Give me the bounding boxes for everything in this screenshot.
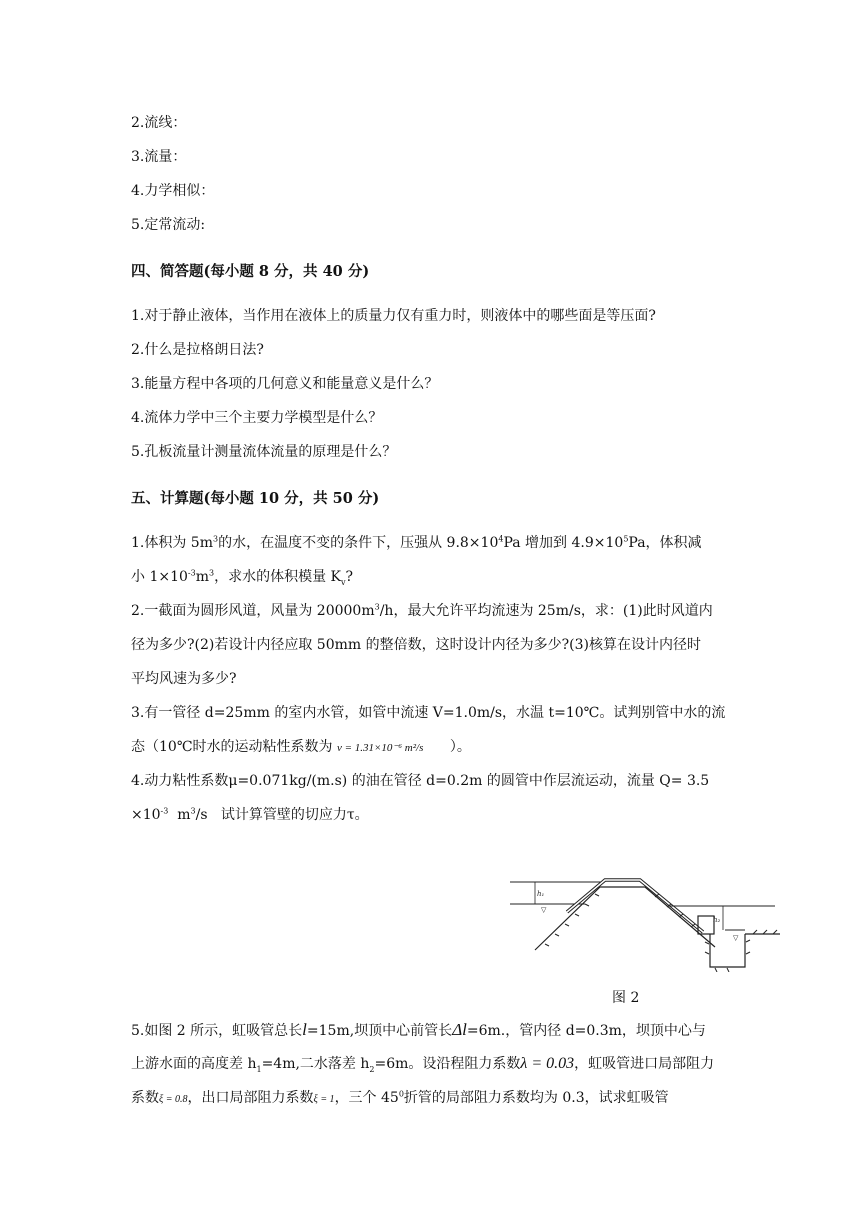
- figure-caption: 图 2: [612, 990, 640, 1006]
- section-heading: 四、简答题(每小题 8 分，共 40 分): [131, 263, 370, 280]
- question-line: 上游水面的高度差 $h_1=4m$,二水落差 $h_2=6m$。设沿程阻力系数λ = 0.03，虹吸管进口局部阻力: [131, 1055, 715, 1074]
- svg-text:▽: ▽: [733, 934, 739, 942]
- question-line: $\times 10^{-3}$ $m^3/s$ 试计算管壁的切应力τ。: [131, 806, 369, 823]
- list-item: 3.流量：: [131, 149, 187, 165]
- list-item: 2.流线：: [131, 115, 187, 131]
- question-line: 5.如图 2 所示，虹吸管总长l=15m,坝顶中心前管长Δl=6m.，管内径 d=0.3m，坝顶中心与: [131, 1020, 706, 1039]
- question-item: 4.流体力学中三个主要力学模型是什么？: [131, 410, 383, 426]
- question-item: 5.孔板流量计测量流体流量的原理是什么？: [131, 444, 397, 460]
- question-line: 径为多少?(2)若设计内径应取 50mm 的整倍数，这时设计内径为多少?(3)核算在设计内径时: [131, 637, 701, 653]
- question-item: 3.能量方程中各项的几何意义和能量意义是什么？: [131, 376, 439, 392]
- question-line: 平均风速为多少?: [131, 671, 237, 687]
- question-line: 态（10℃时水的运动粘性系数为 ν = 1.31×10⁻⁶ m²/s ）。: [131, 739, 471, 755]
- viscosity-formula: ν = 1.31×10⁻⁶ m²/s: [336, 742, 424, 754]
- question-line: 小 $1\times 10^{-3}m^3$，求水的体积模量 $K_v$?: [131, 568, 354, 587]
- question-item: 2.什么是拉格朗日法?: [131, 342, 264, 358]
- list-item: 5.定常流动:: [131, 217, 206, 233]
- siphon-dam-figure: [505, 872, 785, 972]
- list-item: 4.力学相似：: [131, 183, 215, 199]
- question-item: 1.对于静止液体，当作用在液体上的质量力仅有重力时，则液体中的哪些面是等压面?: [131, 308, 656, 324]
- question-line: 2.一截面为圆形风道，风量为 $20000m^3/h$，最大允许平均流速为 25m/s，求：(1)此时风道内: [131, 602, 713, 619]
- question-line: 1.体积为 $5m^3$的水，在温度不变的条件下，压强从 $9.8\times 10^4Pa$ 增加到 $4.9\times 10^5Pa$，体积减: [131, 534, 702, 551]
- question-line: 3.有一管径 d=25mm 的室内水管，如管中流速 V=1.0m/s，水温 t=10℃。试判别管中水的流: [131, 705, 726, 721]
- h1-label: h₁: [537, 890, 545, 898]
- question-line: 4.动力粘性系数μ=0.071kg/(m.s) 的油在管径 d=0.2m 的圆管中作层流运动，流量 Q= 3.5: [131, 773, 710, 789]
- section-heading: 五、计算题(每小题 10 分，共 50 分): [131, 490, 380, 507]
- svg-text:▽: ▽: [541, 906, 547, 914]
- h2-label: h₂: [713, 916, 721, 924]
- question-line: 系数ξ = 0.8，出口局部阻力系数ξ = 1，三个 $45^0$折管的局部阻力系数均为 0.3，试求虹吸管: [131, 1089, 669, 1106]
